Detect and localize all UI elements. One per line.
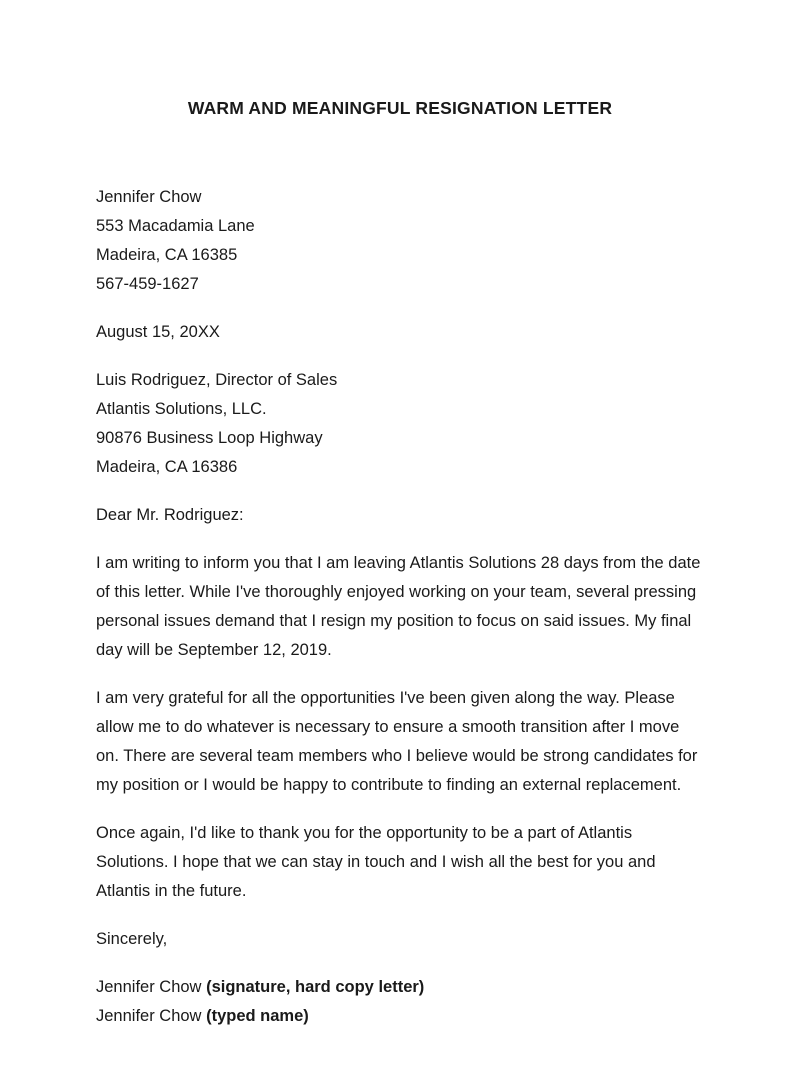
salutation-block: [96, 501, 704, 530]
recipient-street: 90876 Business Loop Highway: [96, 428, 323, 447]
recipient-city-state-zip: Madeira, CA 16386: [96, 457, 238, 476]
signature-handwritten-note: (signature, hard copy letter): [206, 977, 425, 996]
recipient-company: Atlantis Solutions, LLC.: [96, 399, 267, 418]
letter-date: August 15, 20XX: [96, 322, 220, 341]
recipient-address-block: [96, 366, 704, 482]
closing-salutation: Sincerely,: [96, 929, 168, 948]
sender-name: Jennifer Chow: [96, 187, 202, 206]
sender-city-state-zip: Madeira, CA 16385: [96, 245, 238, 264]
sender-phone: 567-459-1627: [96, 274, 199, 293]
salutation: Dear Mr. Rodriguez:: [96, 505, 244, 524]
signature-typed-name: Jennifer Chow: [96, 1006, 202, 1025]
page-title: WARM AND MEANINGFUL RESIGNATION LETTER: [187, 98, 613, 118]
signature-block: [96, 973, 704, 1031]
signature-line-typed: [96, 1002, 704, 1031]
closing-block: [96, 925, 704, 954]
signature-handwritten-name: Jennifer Chow: [96, 977, 202, 996]
body-paragraph-1: I am writing to inform you that I am leaving Atlantis Solutions 28 days from the date of this letter. While I've thoroughly enjoyed working on your team, several pressing personal issues demand that I resign my position to focus on said issues. My final day will be September 12, 2019.: [96, 553, 701, 659]
sender-address-block: [96, 183, 704, 299]
body-paragraph-3: Once again, I'd like to thank you for the opportunity to be a part of Atlantis Solutions. I hope that we can stay in touch and I wish all the best for you and Atlantis in the future.: [96, 823, 656, 900]
signature-line-handwritten: [96, 973, 704, 1002]
recipient-name-title: Luis Rodriguez, Director of Sales: [96, 370, 338, 389]
sender-street: 553 Macadamia Lane: [96, 216, 255, 235]
signature-typed-note: (typed name): [206, 1006, 309, 1025]
body-paragraph-2: I am very grateful for all the opportunities I've been given along the way. Please allow me to do whatever is necessary to ensure a smooth transition after I move on. There are several team members who I believe would be strong candidates for my position or I would be happy to contribute to finding an external replacement.: [96, 688, 698, 794]
letter-body: [96, 0, 704, 1031]
letter-date-block: [96, 318, 704, 347]
